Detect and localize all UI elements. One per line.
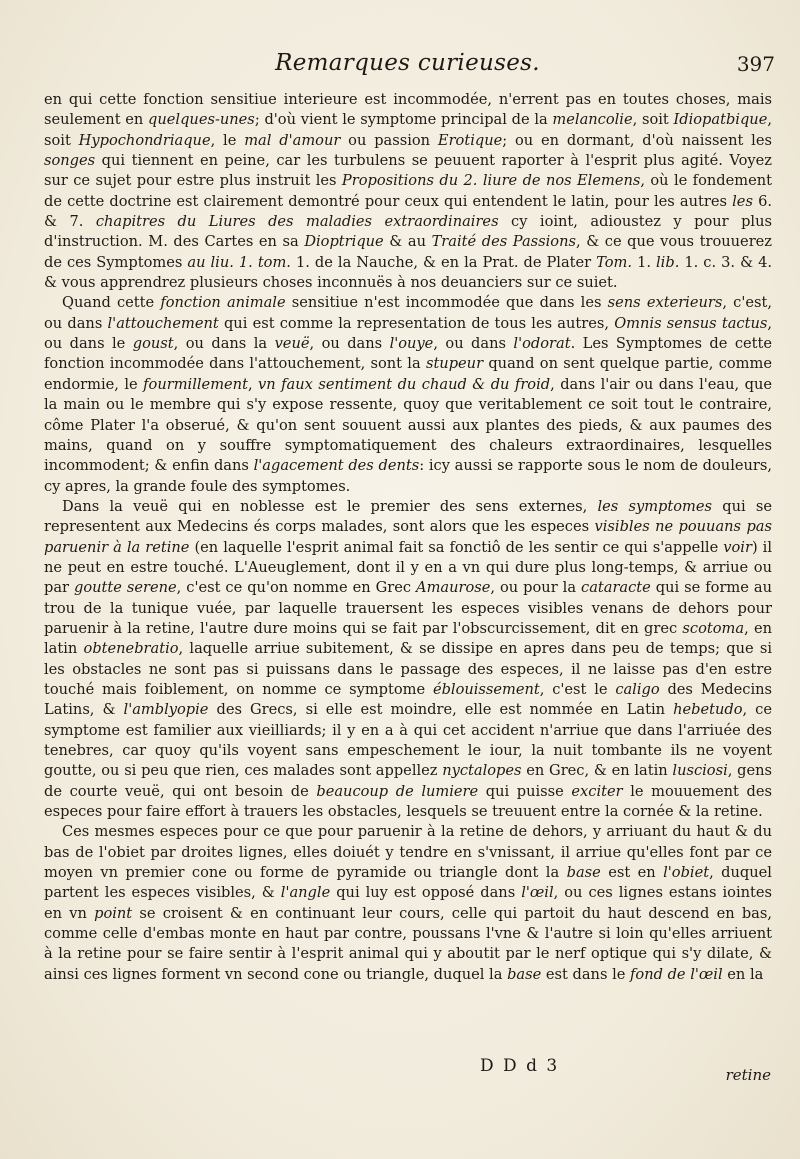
italic-text: veuë xyxy=(274,335,310,353)
italic-text: l'œil xyxy=(521,884,554,902)
text-run: , ou ces lignes estans iointes en vn xyxy=(44,884,773,922)
italic-text: Tom. xyxy=(596,253,633,271)
italic-text: lusciosi xyxy=(672,762,728,780)
text-run: (en laquelle l'esprit animal fait sa fonctiô de les sentir ce qui s'appelle xyxy=(189,538,724,556)
italic-text: cataracte xyxy=(581,579,651,597)
text-run: 1. c. 3. & 4. & vous apprendrez plusieurs choses inconnuës à nos deuanciers sur ce suiet. xyxy=(44,253,773,292)
italic-text: nyctalopes xyxy=(442,762,522,780)
text-run: , le xyxy=(210,131,245,149)
paragraph xyxy=(44,293,772,496)
text-run: Dans la veuë qui en noblesse est le premier des sens externes, xyxy=(62,497,598,515)
italic-text: sens exterieurs xyxy=(607,294,723,312)
text-run: , gens de courte veuë, qui ont besoin de xyxy=(44,762,772,800)
italic-text: Erotique xyxy=(437,131,503,149)
text-run: , c'est, ou dans xyxy=(44,294,772,332)
text-run: . Les Symptomes de cette fonction incommodée dans l'attouchement, sont la xyxy=(44,335,772,373)
paragraph xyxy=(44,497,772,823)
text-run: : icy aussi se rapporte sous le nom de douleurs, cy apres, la grande foule des symptomes. xyxy=(44,457,772,495)
text-run: , & ce que vous trouuerez de ces Symptomes xyxy=(44,233,772,271)
italic-text: mal d'amour xyxy=(244,131,341,149)
text-run: des Medecins Latins, & xyxy=(44,680,772,719)
italic-text: melancolie xyxy=(552,111,633,129)
text-run: qui est comme la representation de tous les autres, xyxy=(218,314,615,332)
text-run: , en latin xyxy=(44,619,772,658)
text-run: , ou dans la xyxy=(173,335,275,353)
text-run: , ou pour la xyxy=(490,579,582,597)
italic-text: Omnis sensus tactus xyxy=(614,314,768,332)
text-run: qui tiennent en peine, car les turbulens se peuuent raporter à l'esprit plus agité. Voyez sur ce sujet pour estre plus instruit les xyxy=(44,152,772,190)
text-run: qui puisse xyxy=(478,782,572,800)
text-run: Quand cette xyxy=(62,294,161,312)
text-run: qui se representent aux Medecins és corps malades, sont alors que les especes xyxy=(44,497,772,536)
italic-text: l'agacement des dents xyxy=(253,457,420,475)
italic-text: l'ouye xyxy=(389,335,434,353)
italic-text: vn faux sentiment du chaud & du froid xyxy=(258,375,551,393)
text-run: le mouuement des especes pour faire effort à trauers les obstacles, lesquels se treuuent entre la cornée & la retine. xyxy=(44,782,772,821)
italic-text: l'angle xyxy=(280,884,331,902)
italic-text: l'attouchement xyxy=(107,314,219,332)
text-run: , c'est ce qu'on nomme en Grec xyxy=(176,579,417,597)
text-run: & au xyxy=(383,233,432,251)
italic-text: Traité des Passions xyxy=(431,233,576,251)
text-run: , laquelle arriue subitement, & se dissipe en apres dans peu de temps; que si les obstacles ne sont pas si puissans dans le passage des especes, il ne laisse pas d'en estre touché mais foiblement, on nomme ce symptome xyxy=(44,640,772,698)
italic-text: chapitres du Liures des maladies extraordinaires xyxy=(95,213,499,231)
italic-text: base xyxy=(566,864,601,882)
text-run: des Grecs, si elle est moindre, elle est nommée en Latin xyxy=(208,701,674,719)
italic-text: obtenebratio xyxy=(83,640,179,658)
text-run: 1. xyxy=(632,253,657,271)
italic-text: éblouissement xyxy=(432,680,540,698)
italic-text: Propositions du 2. liure de nos Elemens xyxy=(341,172,641,190)
text-run: , dans l'air ou dans l'eau, que la main ou le membre qui s'y expose ressente, quoy que veritablement ce soit tout le contraire, côme Plater l'a obserué, & qu'on sent souuent aussi aux plantes des pieds, & aux paumes des mains, quand on y souffre symptomatiquement des chaleurs extraordinaires, lesquelles incommodent; & enfin dans xyxy=(44,375,772,475)
italic-text: base xyxy=(507,965,542,983)
italic-text: quelques-unes xyxy=(148,111,255,129)
text-run: en qui cette fonction sensitiue interieure est incommodée, n'errent pas en toutes choses, mais seulement en xyxy=(44,91,772,129)
italic-text: point xyxy=(94,904,133,922)
text-run: , soit xyxy=(632,111,674,129)
text-run: est en xyxy=(600,864,664,882)
body-text xyxy=(44,90,772,985)
text-run: cy ioint, adioustez y pour plus d'instruction. M. des Cartes en sa xyxy=(44,213,772,251)
italic-text: caligo xyxy=(615,680,660,698)
text-run: sensitiue n'est incommodée que dans les xyxy=(285,294,608,312)
italic-text: Hypochondriaque xyxy=(78,131,211,149)
italic-text: l'odorat xyxy=(513,335,571,353)
italic-text: les symptomes xyxy=(597,497,713,515)
italic-text: goutte serene xyxy=(74,579,177,597)
text-run: , ou dans xyxy=(433,335,514,353)
running-head: Remarques curieuses. xyxy=(275,50,540,76)
italic-text: goust xyxy=(132,335,174,353)
italic-text: fourmillement xyxy=(143,375,248,393)
italic-text: scotoma xyxy=(682,619,745,637)
text-run: en la xyxy=(722,965,764,983)
catchword: retine xyxy=(725,1066,771,1084)
text-run: qui luy est opposé dans xyxy=(330,884,522,902)
text-run: , duquel partent les especes visibles, & xyxy=(44,864,772,902)
italic-text: visibles ne pouuans pas paruenir à la retine xyxy=(44,518,772,556)
italic-text: beaucoup de lumiere xyxy=(316,782,479,800)
page-number: 397 xyxy=(736,52,775,76)
text-run: 6. & 7. xyxy=(44,192,772,231)
italic-text: Amaurose xyxy=(416,579,491,597)
text-run: quand on sent quelque partie, comme endormie, le xyxy=(44,355,772,393)
text-run: ; d'où vient le symptome principal de la xyxy=(254,111,553,129)
paragraph xyxy=(44,822,772,985)
text-run: est dans le xyxy=(541,965,631,983)
italic-text: l'obiet xyxy=(663,864,710,882)
italic-text: au liu. 1. tom. xyxy=(187,253,291,271)
italic-text: Idiopatbique xyxy=(673,111,768,129)
paragraph xyxy=(44,90,772,293)
italic-text: Dioptrique xyxy=(304,233,384,251)
text-run: , où le fondement de cette doctrine est clairement demontré pour ceux qui entendent le latin, pour les autres xyxy=(44,172,772,210)
page-footer xyxy=(40,1056,775,1096)
text-run: 1. de la Nauche, & en la Prat. de Plater xyxy=(290,253,597,271)
italic-text: hebetudo xyxy=(673,701,743,719)
italic-text: fond de l'œil xyxy=(630,965,723,983)
text-run: , soit xyxy=(44,111,772,149)
italic-text: stupeur xyxy=(425,355,484,373)
italic-text: exciter xyxy=(571,782,623,800)
text-run: , ce symptome est familier aux vieilliards; il y en a à qui cet accident n'arriue que dans l'arriuée des tenebres, car quoy qu'ils voyent sans empeschement le iour, la nuit tombante ils ne voyent goutte, ou si peu que rien, ces malades sont appellez xyxy=(44,701,772,780)
text-run: , ou dans le xyxy=(44,314,772,353)
text-run: Ces mesmes especes pour ce que pour paruenir à la retine de dehors, y arriuant du haut & du bas de l'obiet par droites lignes, elles doiuét y tendre en s'vnissant, il arriue qu'elles font par ce moyen vn premier cone ou forme de pyramide ou triangle dont la xyxy=(44,823,772,882)
signature-mark: D D d 3 xyxy=(480,1056,560,1076)
text-run: , c'est le xyxy=(539,680,616,698)
italic-text: songes xyxy=(44,152,96,170)
text-run: qui se forme au trou de la tunique vuée, par laquelle trauersent les especes visibles venans de dehors pour paruenir à la retine, l'autre dure moins qui se fait par l'obscurcissement, dit en grec xyxy=(44,579,772,637)
text-run: en Grec, & en latin xyxy=(521,762,673,780)
italic-text: les xyxy=(732,192,753,210)
text-run: se croisent & en continuant leur cours, celle qui partoit du haut descend en bas, comme celle d'embas monte en haut par contre, poussans l'vne & l'autre si loin qu'elles arriuent à la retine pour se faire sentir à l'esprit animal qui y aboutit par le nerf optique qui s'y dilate, & ainsi ces lignes forment vn second cone ou triangle, duquel la xyxy=(44,904,772,983)
italic-text: fonction animale xyxy=(160,294,286,312)
text-run: ou passion xyxy=(340,131,438,149)
text-run: , ou dans xyxy=(309,335,390,353)
text-run: ) il ne peut en estre touché. L'Aueuglement, dont il y en a vn qui dure plus long-temps, & arriue ou par xyxy=(44,538,772,597)
page-header xyxy=(40,50,775,84)
text-run: ; ou en dormant, d'où naissent les xyxy=(502,131,772,149)
italic-text: l'amblyopie xyxy=(123,701,209,719)
italic-text: lib. xyxy=(656,253,680,271)
text-run: , xyxy=(247,375,259,393)
italic-text: voir xyxy=(723,538,752,556)
